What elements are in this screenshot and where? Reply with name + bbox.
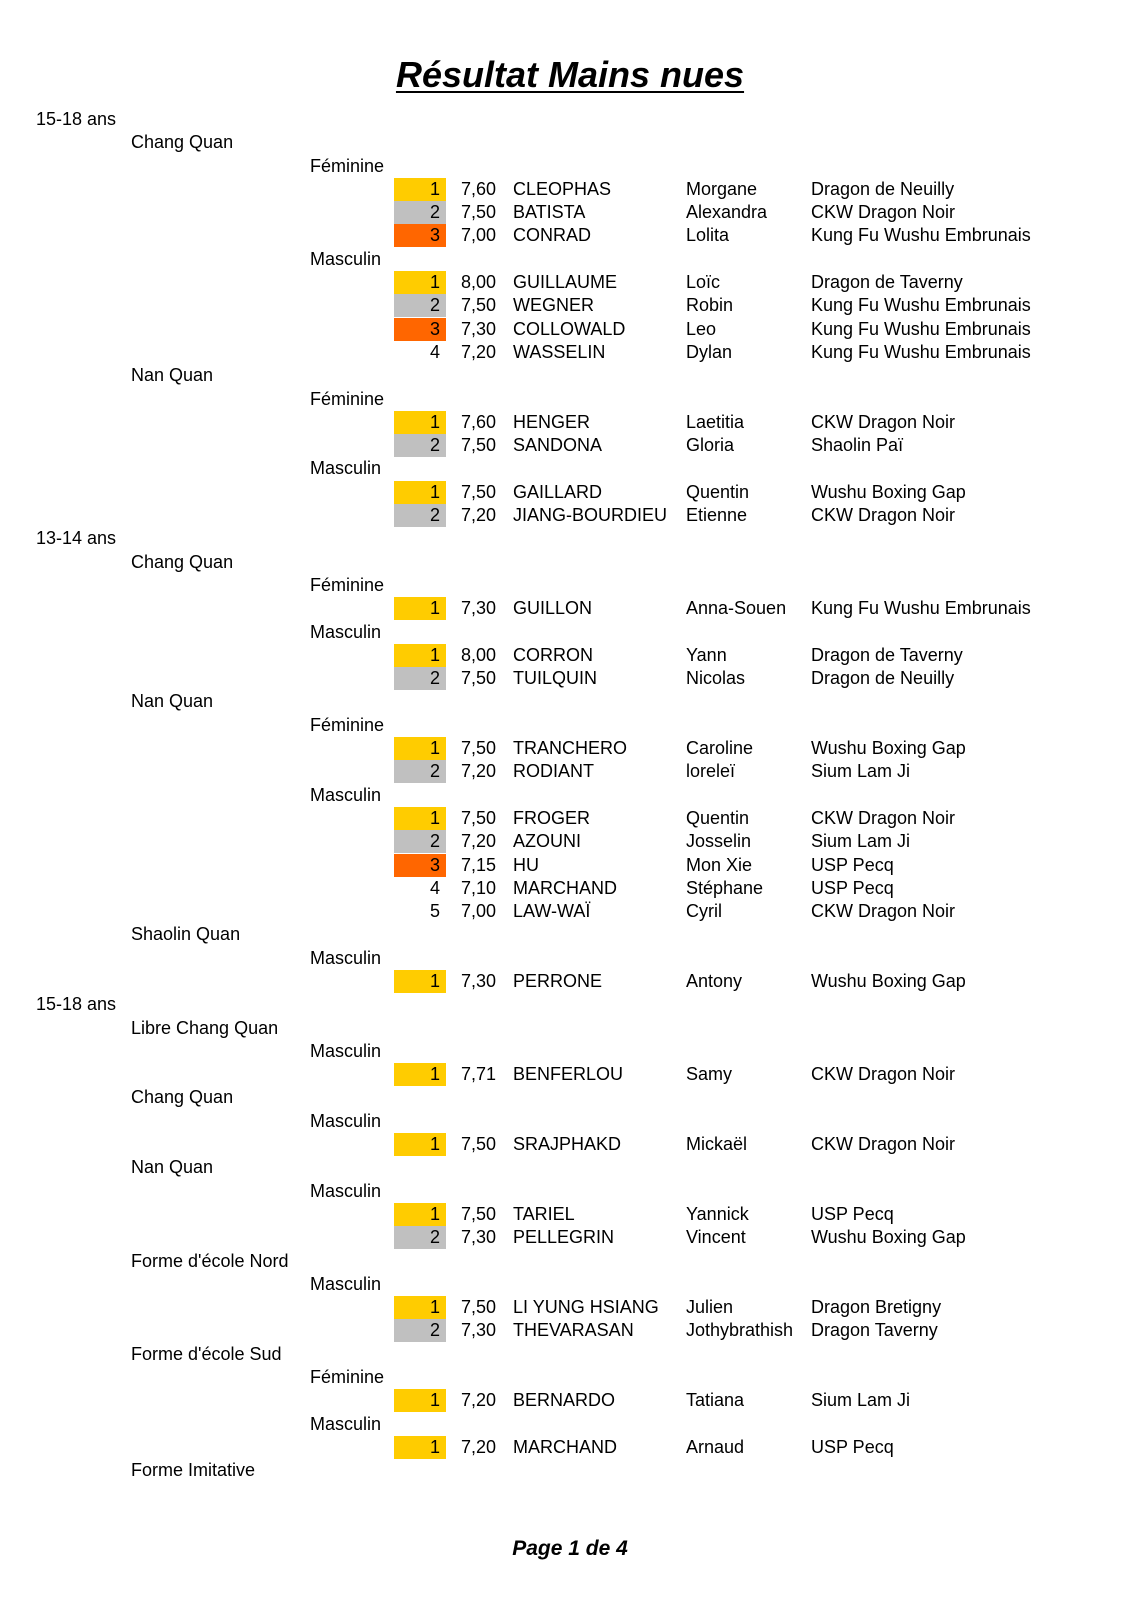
rank-cell: 3 xyxy=(394,318,446,341)
club-cell: Dragon Bretigny xyxy=(811,1297,942,1318)
first-name-cell: Quentin xyxy=(686,481,750,502)
club-cell: Sium Lam Ji xyxy=(811,831,911,852)
last-name-cell: WEGNER xyxy=(513,295,594,316)
last-name-cell: WASSELIN xyxy=(513,341,606,362)
club-cell: USP Pecq xyxy=(811,1436,894,1457)
gender-heading: Masculin xyxy=(310,784,382,805)
rank-cell: 1 xyxy=(394,970,446,993)
last-name-cell: TRANCHERO xyxy=(513,738,628,759)
rank-cell: 1 xyxy=(394,1389,446,1412)
rank-cell: 3 xyxy=(394,854,446,877)
first-name-cell: Tatiana xyxy=(686,1390,745,1411)
first-name-cell: Josselin xyxy=(686,831,752,852)
club-cell: Kung Fu Wushu Embrunais xyxy=(811,598,1031,619)
gender-heading: Féminine xyxy=(310,388,385,409)
first-name-cell: Samy xyxy=(686,1064,733,1085)
first-name-cell: Etienne xyxy=(686,505,748,526)
result-row xyxy=(0,900,1140,923)
first-name-cell: Antony xyxy=(686,970,743,991)
first-name-cell: Loïc xyxy=(686,272,721,293)
gender-heading: Masculin xyxy=(310,1273,382,1294)
first-name-cell: Mickaël xyxy=(686,1134,748,1155)
result-row xyxy=(0,504,1140,527)
club-cell: Kung Fu Wushu Embrunais xyxy=(811,225,1031,246)
gender-heading: Masculin xyxy=(310,1413,382,1434)
first-name-cell: Mon Xie xyxy=(686,854,753,875)
score-cell: 7,50 xyxy=(461,1297,497,1318)
score-cell: 7,50 xyxy=(461,295,497,316)
rank-cell: 2 xyxy=(394,504,446,527)
discipline-heading: Shaolin Quan xyxy=(131,924,241,945)
score-cell: 7,50 xyxy=(461,1203,497,1224)
club-cell: Dragon de Taverny xyxy=(811,644,963,665)
score-cell: 7,60 xyxy=(461,411,497,432)
result-row xyxy=(0,1319,1140,1342)
gender-heading: Masculin xyxy=(310,458,382,479)
last-name-cell: SANDONA xyxy=(513,435,603,456)
club-cell: CKW Dragon Noir xyxy=(811,505,956,526)
result-row xyxy=(0,271,1140,294)
score-cell: 7,00 xyxy=(461,225,497,246)
first-name-cell: Arnaud xyxy=(686,1436,745,1457)
first-name-cell: Laetitia xyxy=(686,411,745,432)
first-name-cell: Cyril xyxy=(686,901,722,922)
score-cell: 8,00 xyxy=(461,644,497,665)
club-cell: Kung Fu Wushu Embrunais xyxy=(811,295,1031,316)
last-name-cell: COLLOWALD xyxy=(513,318,626,339)
gender-heading: Masculin xyxy=(310,621,382,642)
score-cell: 7,30 xyxy=(461,318,497,339)
discipline-heading: Chang Quan xyxy=(131,1087,234,1108)
score-cell: 7,71 xyxy=(461,1064,497,1085)
first-name-cell: Leo xyxy=(686,318,717,339)
rank-cell: 2 xyxy=(394,294,446,317)
discipline-heading: Libre Chang Quan xyxy=(131,1017,279,1038)
discipline-heading: Nan Quan xyxy=(131,691,214,712)
score-cell: 7,50 xyxy=(461,668,497,689)
last-name-cell: RODIANT xyxy=(513,761,594,782)
first-name-cell: Nicolas xyxy=(686,668,746,689)
rank-cell: 1 xyxy=(394,1296,446,1319)
last-name-cell: BENFERLOU xyxy=(513,1064,624,1085)
first-name-cell: loreleï xyxy=(686,761,736,782)
score-cell: 7,20 xyxy=(461,341,497,362)
last-name-cell: PELLEGRIN xyxy=(513,1227,615,1248)
result-row xyxy=(0,1133,1140,1156)
rank-cell: 1 xyxy=(394,597,446,620)
score-cell: 7,00 xyxy=(461,901,497,922)
last-name-cell: LI YUNG HSIANG xyxy=(513,1297,659,1318)
result-row xyxy=(0,434,1140,457)
club-cell: Wushu Boxing Gap xyxy=(811,738,966,759)
result-row xyxy=(0,481,1140,504)
rank-cell: 1 xyxy=(394,807,446,830)
gender-heading: Féminine xyxy=(310,155,385,176)
last-name-cell: THEVARASAN xyxy=(513,1320,634,1341)
club-cell: Sium Lam Ji xyxy=(811,761,911,782)
rank-cell: 2 xyxy=(394,434,446,457)
last-name-cell: CLEOPHAS xyxy=(513,178,612,199)
first-name-cell: Caroline xyxy=(686,738,754,759)
club-cell: CKW Dragon Noir xyxy=(811,1064,956,1085)
last-name-cell: AZOUNI xyxy=(513,831,582,852)
first-name-cell: Robin xyxy=(686,295,734,316)
result-row xyxy=(0,294,1140,317)
club-cell: CKW Dragon Noir xyxy=(811,807,956,828)
rank-cell: 2 xyxy=(394,1226,446,1249)
club-cell: Wushu Boxing Gap xyxy=(811,1227,966,1248)
result-row xyxy=(0,341,1140,364)
score-cell: 7,20 xyxy=(461,761,497,782)
last-name-cell: PERRONE xyxy=(513,970,603,991)
score-cell: 8,00 xyxy=(461,272,497,293)
gender-heading: Masculin xyxy=(310,1040,382,1061)
last-name-cell: JIANG-BOURDIEU xyxy=(513,505,668,526)
club-cell: Kung Fu Wushu Embrunais xyxy=(811,341,1031,362)
gender-heading: Féminine xyxy=(310,714,385,735)
result-row xyxy=(0,1226,1140,1249)
page-title: Résultat Mains nues xyxy=(395,54,745,95)
gender-heading: Masculin xyxy=(310,947,382,968)
rank-cell: 2 xyxy=(394,1319,446,1342)
result-row xyxy=(0,224,1140,247)
rank-cell: 2 xyxy=(394,201,446,224)
last-name-cell: HENGER xyxy=(513,411,591,432)
result-row xyxy=(0,970,1140,993)
result-row xyxy=(0,760,1140,783)
first-name-cell: Alexandra xyxy=(686,202,768,223)
rank-cell: 1 xyxy=(394,271,446,294)
discipline-heading: Forme d'école Nord xyxy=(131,1250,289,1271)
first-name-cell: Julien xyxy=(686,1297,734,1318)
club-cell: Dragon de Neuilly xyxy=(811,178,955,199)
club-cell: CKW Dragon Noir xyxy=(811,1134,956,1155)
result-row xyxy=(0,830,1140,853)
result-row xyxy=(0,644,1140,667)
result-row xyxy=(0,737,1140,760)
score-cell: 7,15 xyxy=(461,854,497,875)
result-row xyxy=(0,201,1140,224)
result-row xyxy=(0,1389,1140,1412)
last-name-cell: FROGER xyxy=(513,807,591,828)
result-row xyxy=(0,1203,1140,1226)
last-name-cell: TUILQUIN xyxy=(513,668,598,689)
rank-cell: 3 xyxy=(394,224,446,247)
first-name-cell: Quentin xyxy=(686,807,750,828)
first-name-cell: Morgane xyxy=(686,178,758,199)
score-cell: 7,20 xyxy=(461,1436,497,1457)
club-cell: Kung Fu Wushu Embrunais xyxy=(811,318,1031,339)
last-name-cell: GUILLON xyxy=(513,598,593,619)
first-name-cell: Yannick xyxy=(686,1203,749,1224)
first-name-cell: Stéphane xyxy=(686,877,764,898)
rank-cell: 1 xyxy=(394,1203,446,1226)
rank-cell: 2 xyxy=(394,667,446,690)
first-name-cell: Dylan xyxy=(686,341,733,362)
last-name-cell: CONRAD xyxy=(513,225,592,246)
score-cell: 7,30 xyxy=(461,598,497,619)
age-category-heading: 13-14 ans xyxy=(36,528,117,549)
score-cell: 7,20 xyxy=(461,505,497,526)
club-cell: CKW Dragon Noir xyxy=(811,202,956,223)
last-name-cell: MARCHAND xyxy=(513,877,618,898)
score-cell: 7,20 xyxy=(461,1390,497,1411)
first-name-cell: Lolita xyxy=(686,225,730,246)
gender-heading: Masculin xyxy=(310,1110,382,1131)
score-cell: 7,60 xyxy=(461,178,497,199)
club-cell: USP Pecq xyxy=(811,1203,894,1224)
age-category-heading: 15-18 ans xyxy=(36,994,117,1015)
club-cell: Sium Lam Ji xyxy=(811,1390,911,1411)
rank-cell: 5 xyxy=(429,901,440,922)
club-cell: Dragon Taverny xyxy=(811,1320,938,1341)
rank-cell: 2 xyxy=(394,830,446,853)
club-cell: CKW Dragon Noir xyxy=(811,901,956,922)
club-cell: Shaolin Paï xyxy=(811,435,904,456)
score-cell: 7,10 xyxy=(461,877,497,898)
first-name-cell: Gloria xyxy=(686,435,735,456)
rank-cell: 1 xyxy=(394,178,446,201)
last-name-cell: HU xyxy=(513,854,539,875)
gender-heading: Masculin xyxy=(310,1180,382,1201)
score-cell: 7,50 xyxy=(461,202,497,223)
rank-cell: 1 xyxy=(394,411,446,434)
club-cell: Dragon de Taverny xyxy=(811,272,963,293)
result-row xyxy=(0,807,1140,830)
score-cell: 7,30 xyxy=(461,1227,497,1248)
discipline-heading: Forme Imitative xyxy=(131,1460,256,1481)
first-name-cell: Jothybrathish xyxy=(686,1320,794,1341)
discipline-heading: Nan Quan xyxy=(131,1157,214,1178)
score-cell: 7,50 xyxy=(461,435,497,456)
result-row xyxy=(0,178,1140,201)
last-name-cell: BATISTA xyxy=(513,202,586,223)
rank-cell: 1 xyxy=(394,1436,446,1459)
rank-cell: 1 xyxy=(394,644,446,667)
gender-heading: Féminine xyxy=(310,1367,385,1388)
gender-heading: Féminine xyxy=(310,574,385,595)
first-name-cell: Anna-Souen xyxy=(686,598,787,619)
first-name-cell: Vincent xyxy=(686,1227,746,1248)
last-name-cell: BERNARDO xyxy=(513,1390,616,1411)
score-cell: 7,50 xyxy=(461,738,497,759)
last-name-cell: TARIEL xyxy=(513,1203,575,1224)
rank-cell: 4 xyxy=(429,341,440,362)
rank-cell: 1 xyxy=(394,1133,446,1156)
last-name-cell: MARCHAND xyxy=(513,1436,618,1457)
rank-cell: 1 xyxy=(394,1063,446,1086)
last-name-cell: SRAJPHAKD xyxy=(513,1134,622,1155)
result-row xyxy=(0,877,1140,900)
score-cell: 7,50 xyxy=(461,807,497,828)
result-row xyxy=(0,597,1140,620)
score-cell: 7,50 xyxy=(461,1134,497,1155)
rank-cell: 2 xyxy=(394,760,446,783)
result-row xyxy=(0,1436,1140,1459)
result-row xyxy=(0,854,1140,877)
club-cell: Wushu Boxing Gap xyxy=(811,481,966,502)
rank-cell: 1 xyxy=(394,481,446,504)
discipline-heading: Chang Quan xyxy=(131,551,234,572)
result-row xyxy=(0,411,1140,434)
discipline-heading: Nan Quan xyxy=(131,365,214,386)
club-cell: USP Pecq xyxy=(811,877,894,898)
club-cell: USP Pecq xyxy=(811,854,894,875)
discipline-heading: Chang Quan xyxy=(131,132,234,153)
score-cell: 7,30 xyxy=(461,1320,497,1341)
club-cell: Wushu Boxing Gap xyxy=(811,970,966,991)
score-cell: 7,20 xyxy=(461,831,497,852)
result-row xyxy=(0,318,1140,341)
club-cell: CKW Dragon Noir xyxy=(811,411,956,432)
club-cell: Dragon de Neuilly xyxy=(811,668,955,689)
rank-cell: 1 xyxy=(394,737,446,760)
score-cell: 7,50 xyxy=(461,481,497,502)
last-name-cell: GAILLARD xyxy=(513,481,603,502)
last-name-cell: GUILLAUME xyxy=(513,272,618,293)
discipline-heading: Forme d'école Sud xyxy=(131,1343,282,1364)
first-name-cell: Yann xyxy=(686,644,727,665)
age-category-heading: 15-18 ans xyxy=(36,109,117,129)
rank-cell: 4 xyxy=(429,877,440,898)
result-row xyxy=(0,667,1140,690)
gender-heading: Masculin xyxy=(310,248,382,269)
page-number: Page 1 de 4 xyxy=(512,1537,628,1560)
last-name-cell: LAW-WAÏ xyxy=(513,901,591,922)
results-list xyxy=(0,108,1140,1483)
last-name-cell: CORRON xyxy=(513,644,593,665)
result-row xyxy=(0,1296,1140,1319)
score-cell: 7,30 xyxy=(461,970,497,991)
result-row xyxy=(0,1063,1140,1086)
